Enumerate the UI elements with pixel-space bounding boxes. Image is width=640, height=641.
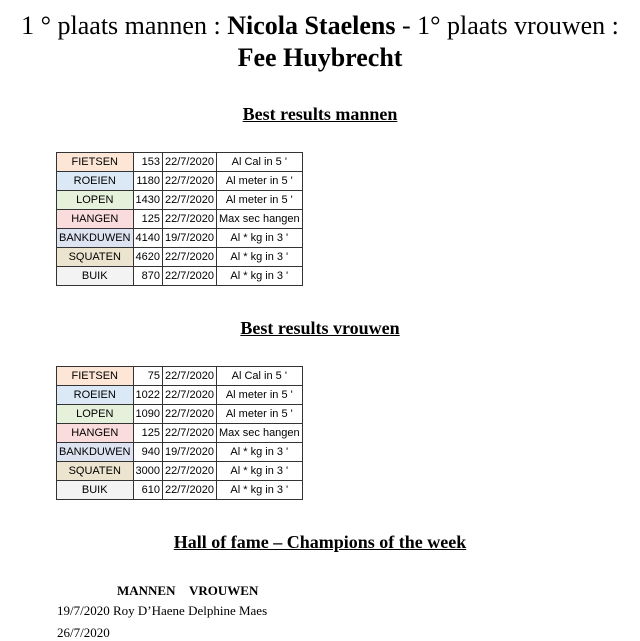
value-cell: 4140 <box>133 229 162 248</box>
result-row <box>57 462 303 481</box>
hof-date: 26/7/2020 <box>57 625 110 640</box>
description-cell: Al Cal in 5 ' <box>216 153 302 172</box>
value-cell: 1430 <box>133 191 162 210</box>
description-cell: Al meter in 5 ' <box>216 386 302 405</box>
value-cell: 4620 <box>133 248 162 267</box>
date-cell: 22/7/2020 <box>163 424 217 443</box>
description-cell: Al * kg in 3 ' <box>216 229 302 248</box>
category-cell: SQUATEN <box>57 462 134 481</box>
value-cell: 1022 <box>133 386 162 405</box>
result-row <box>57 191 303 210</box>
result-row <box>57 210 303 229</box>
category-cell: SQUATEN <box>57 248 134 267</box>
men-results-table <box>56 152 303 286</box>
hof-row <box>57 603 267 619</box>
date-cell: 22/7/2020 <box>163 386 217 405</box>
description-cell: Max sec hangen <box>216 210 302 229</box>
category-cell: ROEIEN <box>57 172 134 191</box>
winner-men: Nicola Staelens <box>227 11 396 40</box>
description-cell: Al meter in 5 ' <box>216 172 302 191</box>
value-cell: 610 <box>133 481 162 500</box>
category-cell: BUIK <box>57 481 134 500</box>
result-row <box>57 405 303 424</box>
result-row <box>57 267 303 286</box>
value-cell: 125 <box>133 424 162 443</box>
value-cell: 75 <box>133 367 162 386</box>
description-cell: Al meter in 5 ' <box>216 405 302 424</box>
date-cell: 22/7/2020 <box>163 153 217 172</box>
value-cell: 1090 <box>133 405 162 424</box>
date-cell: 22/7/2020 <box>163 267 217 286</box>
value-cell: 3000 <box>133 462 162 481</box>
date-cell: 22/7/2020 <box>163 405 217 424</box>
hof-date: 19/7/2020 <box>57 603 110 618</box>
result-row <box>57 386 303 405</box>
date-cell: 22/7/2020 <box>163 248 217 267</box>
hof-men-champion: Roy D’Haene <box>112 603 185 618</box>
value-cell: 125 <box>133 210 162 229</box>
description-cell: Al * kg in 3 ' <box>216 267 302 286</box>
headline <box>0 10 640 74</box>
description-cell: Al Cal in 5 ' <box>216 367 302 386</box>
date-cell: 22/7/2020 <box>163 210 217 229</box>
value-cell: 940 <box>133 443 162 462</box>
description-cell: Al * kg in 3 ' <box>216 443 302 462</box>
men-section-title: Best results mannen <box>242 104 398 124</box>
value-cell: 153 <box>133 153 162 172</box>
result-row <box>57 443 303 462</box>
women-results-table <box>56 366 303 500</box>
date-cell: 19/7/2020 <box>163 443 217 462</box>
result-row <box>57 367 303 386</box>
value-cell: 1180 <box>133 172 162 191</box>
result-row <box>57 229 303 248</box>
hof-col-women: VROUWEN <box>189 583 259 598</box>
hof-col-men: MANNEN <box>117 583 176 598</box>
women-section-title: Best results vrouwen <box>240 318 400 338</box>
date-cell: 22/7/2020 <box>163 481 217 500</box>
headline-prefix-men: 1 ° plaats mannen : <box>21 11 228 40</box>
category-cell: BANKDUWEN <box>57 229 134 248</box>
category-cell: FIETSEN <box>57 153 134 172</box>
hof-row <box>57 625 110 641</box>
category-cell: BANKDUWEN <box>57 443 134 462</box>
date-cell: 22/7/2020 <box>163 172 217 191</box>
result-row <box>57 424 303 443</box>
result-row <box>57 153 303 172</box>
description-cell: Al * kg in 3 ' <box>216 481 302 500</box>
description-cell: Al * kg in 3 ' <box>216 248 302 267</box>
category-cell: LOPEN <box>57 191 134 210</box>
date-cell: 22/7/2020 <box>163 367 217 386</box>
date-cell: 22/7/2020 <box>163 462 217 481</box>
category-cell: FIETSEN <box>57 367 134 386</box>
date-cell: 22/7/2020 <box>163 191 217 210</box>
result-row <box>57 172 303 191</box>
result-row <box>57 481 303 500</box>
category-cell: BUIK <box>57 267 134 286</box>
description-cell: Al meter in 5 ' <box>216 191 302 210</box>
headline-prefix-women: - 1° plaats vrouwen : <box>395 11 619 40</box>
category-cell: LOPEN <box>57 405 134 424</box>
category-cell: ROEIEN <box>57 386 134 405</box>
category-cell: HANGEN <box>57 424 134 443</box>
result-row <box>57 248 303 267</box>
hall-of-fame-title: Hall of fame – Champions of the week <box>173 532 467 552</box>
value-cell: 870 <box>133 267 162 286</box>
category-cell: HANGEN <box>57 210 134 229</box>
date-cell: 19/7/2020 <box>163 229 217 248</box>
description-cell: Max sec hangen <box>216 424 302 443</box>
description-cell: Al * kg in 3 ' <box>216 462 302 481</box>
winner-women: Fee Huybrecht <box>237 43 403 72</box>
hof-women-champion: Delphine Maes <box>188 603 268 618</box>
